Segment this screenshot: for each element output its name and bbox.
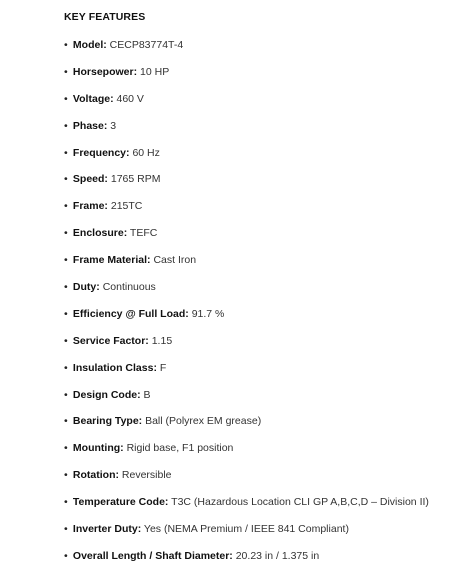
feature-value: TEFC (129, 227, 158, 240)
feature-horsepower (64, 65, 429, 92)
bullet-icon: • (64, 549, 68, 562)
feature-voltage (64, 92, 429, 119)
bullet-icon: • (64, 307, 68, 320)
feature-label: Horsepower: (72, 65, 138, 78)
bullet-icon: • (64, 92, 68, 105)
feature-value: Reversible (121, 469, 172, 482)
bullet-icon: • (64, 200, 68, 213)
feature-label: Enclosure: (72, 227, 128, 240)
feature-value: 91.7 % (191, 307, 225, 320)
bullet-icon: • (64, 523, 68, 536)
bullet-icon: • (64, 496, 68, 509)
feature-inverter-duty (64, 522, 429, 549)
feature-rotation (64, 468, 429, 495)
bullet-icon: • (64, 334, 68, 347)
feature-label: Speed: (72, 173, 108, 186)
feature-frequency (64, 146, 429, 173)
bullet-icon: • (64, 281, 68, 294)
feature-mounting (64, 441, 429, 468)
feature-label: Overall Length / Shaft Diameter: (72, 549, 233, 562)
feature-frame-material (64, 253, 429, 280)
feature-label: Inverter Duty: (72, 523, 142, 536)
feature-value: 460 V (116, 92, 144, 105)
feature-frame (64, 199, 429, 226)
feature-value: B (143, 388, 151, 401)
feature-label: Phase: (72, 119, 108, 132)
bullet-icon: • (64, 469, 68, 482)
feature-value: 10 HP (140, 65, 170, 78)
feature-value: 3 (110, 119, 117, 132)
feature-label: Model: (72, 39, 107, 51)
bullet-icon: • (64, 415, 68, 428)
feature-efficiency (64, 307, 429, 334)
feature-enclosure (64, 226, 429, 253)
feature-duty (64, 280, 429, 307)
bullet-icon: • (64, 65, 68, 78)
feature-label: Frame: (72, 200, 108, 213)
feature-label: Efficiency @ Full Load: (72, 307, 189, 320)
feature-label: Rotation: (72, 469, 119, 482)
feature-overall-length-shaft-diameter (64, 549, 429, 576)
feature-value: Cast Iron (153, 254, 197, 267)
feature-value: T3C (Hazardous Location CLI GP A,B,C,D – Division II) (171, 496, 429, 509)
feature-value: 1765 RPM (110, 173, 161, 186)
feature-label: Temperature Code: (72, 496, 169, 509)
feature-label: Mounting: (72, 442, 124, 455)
bullet-icon: • (64, 146, 68, 159)
feature-insulation-class (64, 361, 429, 388)
feature-phase (64, 119, 429, 146)
feature-value: Yes (NEMA Premium / IEEE 841 Compliant) (143, 523, 349, 536)
feature-value: 215TC (110, 200, 143, 213)
bullet-icon: • (64, 227, 68, 240)
feature-value: Ball (Polyrex EM grease) (145, 415, 262, 428)
feature-design-code (64, 388, 429, 415)
feature-value: CECP83774T-4 (109, 39, 184, 51)
feature-model (64, 38, 429, 65)
feature-speed (64, 172, 429, 199)
feature-value: 20.23 in / 1.375 in (235, 549, 320, 562)
feature-bearing-type (64, 414, 429, 441)
key-features-heading: KEY FEATURES (64, 11, 146, 23)
bullet-icon: • (64, 119, 68, 132)
feature-value: F (159, 361, 167, 374)
feature-label: Voltage: (72, 92, 114, 105)
feature-service-factor (64, 334, 429, 361)
bullet-icon: • (64, 361, 68, 374)
bullet-icon: • (64, 388, 68, 401)
feature-label: Service Factor: (72, 334, 149, 347)
feature-temperature-code (64, 495, 429, 522)
feature-label: Insulation Class: (72, 361, 157, 374)
feature-label: Bearing Type: (72, 415, 143, 428)
key-features-list (64, 38, 429, 576)
feature-value: Rigid base, F1 position (126, 442, 234, 455)
feature-value: 60 Hz (132, 146, 160, 159)
feature-label: Design Code: (72, 388, 141, 401)
feature-label: Frequency: (72, 146, 130, 159)
feature-value: 1.15 (151, 334, 173, 347)
bullet-icon: • (64, 39, 68, 51)
bullet-icon: • (64, 254, 68, 267)
feature-value: Continuous (102, 281, 156, 294)
feature-label: Frame Material: (72, 254, 151, 267)
feature-label: Duty: (72, 281, 100, 294)
bullet-icon: • (64, 442, 68, 455)
bullet-icon: • (64, 173, 68, 186)
